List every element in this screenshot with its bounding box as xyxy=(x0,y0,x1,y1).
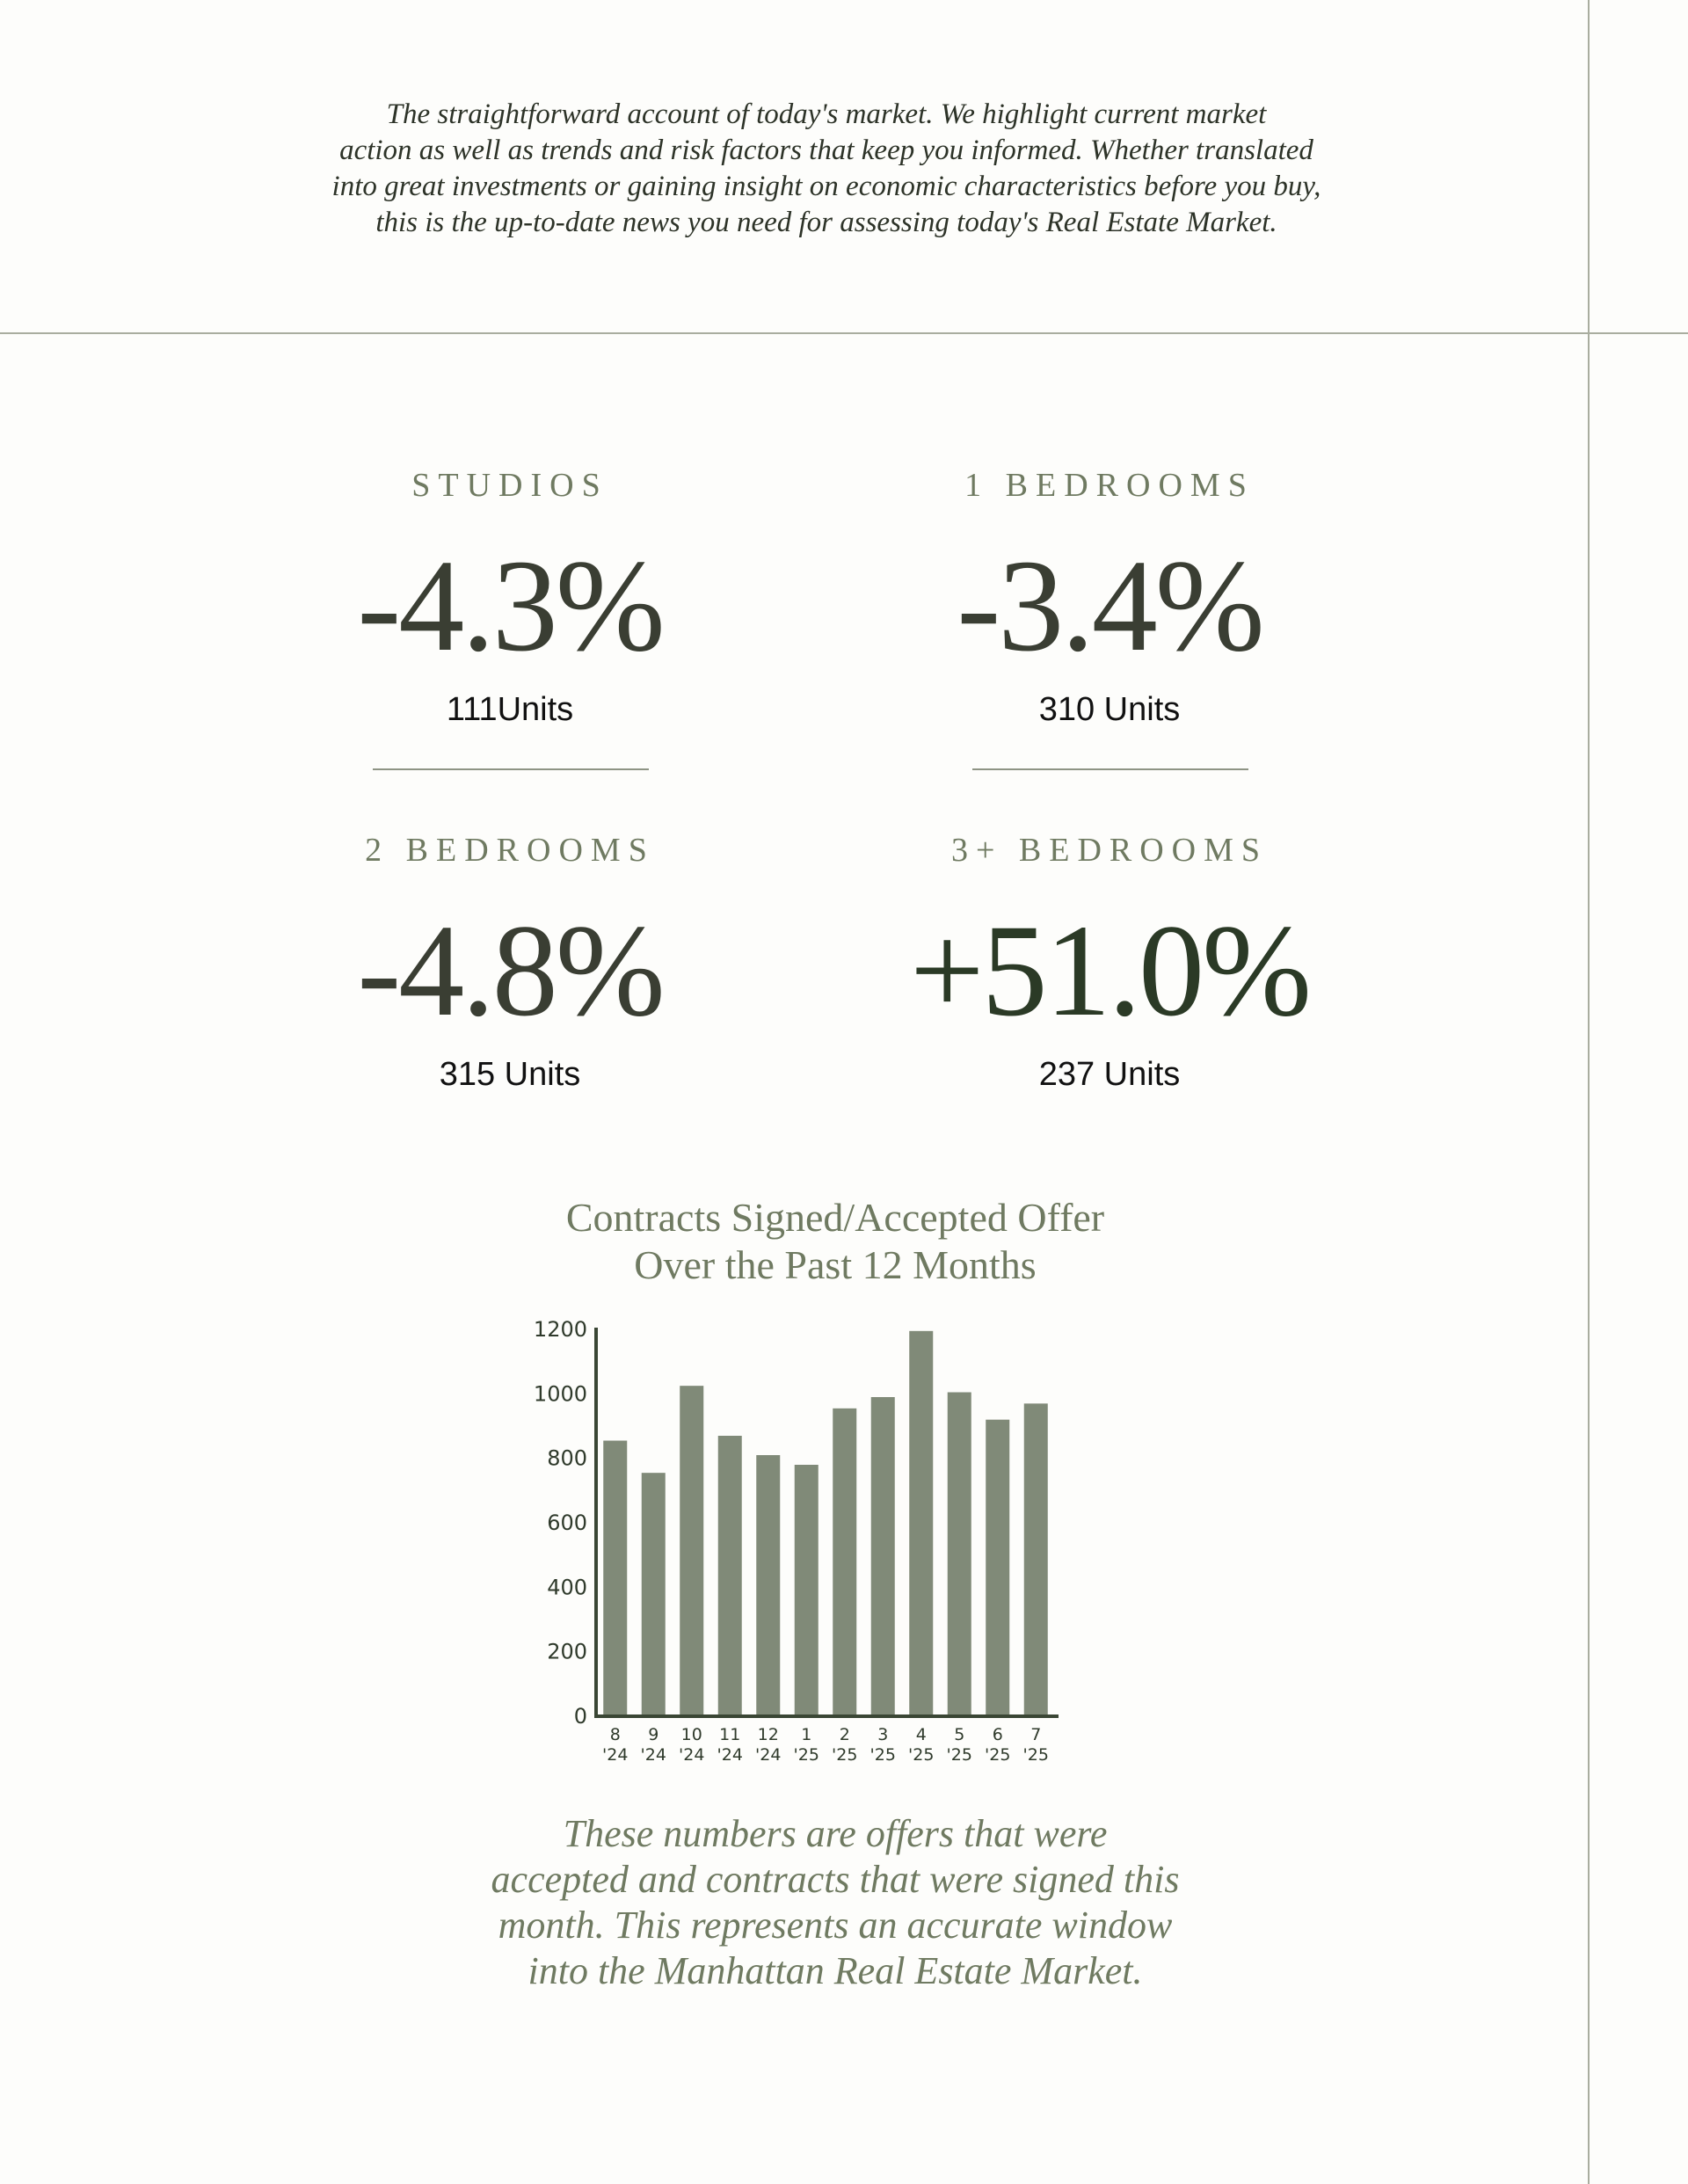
x-tick-label-month: 10 xyxy=(680,1725,702,1744)
stat-studios xyxy=(264,462,756,730)
x-tick-label-month: 2 xyxy=(839,1725,850,1744)
bar xyxy=(986,1420,1009,1716)
x-tick-label-year: '24 xyxy=(640,1745,666,1765)
y-tick-label: 600 xyxy=(547,1511,587,1535)
bar xyxy=(680,1386,703,1716)
stat-divider xyxy=(373,768,649,770)
bar xyxy=(795,1465,819,1716)
x-tick-label-year: '25 xyxy=(1022,1745,1049,1765)
stat-units: 111Units xyxy=(446,691,574,728)
chart-title-line: Contracts Signed/Accepted Offer xyxy=(565,1195,1105,1240)
stat-value: -4.3% xyxy=(357,533,663,679)
stat-divider xyxy=(972,768,1248,770)
y-tick-label: 1200 xyxy=(533,1317,587,1342)
bar xyxy=(833,1409,856,1716)
x-tick-label-month: 3 xyxy=(877,1725,889,1744)
bar xyxy=(603,1441,627,1717)
stat-value: +51.0% xyxy=(909,898,1310,1044)
stat-2-bedrooms xyxy=(264,827,756,1095)
x-tick-label-year: '24 xyxy=(755,1745,782,1765)
bar xyxy=(871,1397,895,1716)
right-border-line xyxy=(1588,0,1590,2184)
stat-3-plus-bedrooms xyxy=(863,827,1356,1095)
caption-line: into the Manhattan Real Estate Market. xyxy=(528,1949,1143,1992)
stat-units: 237 Units xyxy=(1038,1056,1181,1093)
stat-label: 3+ BEDROOMS xyxy=(950,832,1269,869)
y-tick-label: 200 xyxy=(547,1639,587,1664)
chart-caption xyxy=(440,1811,1231,1994)
x-tick-label-year: '25 xyxy=(946,1745,972,1765)
bar xyxy=(1024,1403,1048,1716)
chart-title xyxy=(492,1194,1178,1289)
x-tick-label-month: 5 xyxy=(954,1725,965,1744)
stat-label: 1 BEDROOMS xyxy=(964,467,1255,504)
intro-line: action as well as trends and risk factors that keep you informed. Whether translated xyxy=(339,135,1313,166)
x-tick-label-year: '25 xyxy=(832,1745,858,1765)
stat-units: 315 Units xyxy=(439,1056,581,1093)
y-tick-label: 800 xyxy=(547,1445,587,1471)
stat-value: -4.8% xyxy=(357,898,663,1044)
x-tick-label-month: 12 xyxy=(757,1725,779,1744)
section-divider-line xyxy=(0,332,1688,334)
bar xyxy=(909,1331,933,1716)
bar xyxy=(948,1393,971,1717)
y-tick-label: 400 xyxy=(547,1575,587,1600)
intro-line: into great investments or gaining insight on economic characteristics before you buy, xyxy=(331,171,1321,202)
x-tick-label-month: 7 xyxy=(1030,1725,1042,1744)
x-tick-label-month: 9 xyxy=(648,1725,659,1744)
x-tick-label-year: '25 xyxy=(985,1745,1011,1765)
x-tick-label-year: '24 xyxy=(602,1745,629,1765)
intro-line: The straightforward account of today's market. We highlight current market xyxy=(386,98,1267,130)
x-tick-label-month: 6 xyxy=(992,1725,1003,1744)
contracts-bar-chart xyxy=(492,1306,1108,1772)
x-tick-label-year: '25 xyxy=(793,1745,819,1765)
stat-label: 2 BEDROOMS xyxy=(365,832,655,869)
caption-line: These numbers are offers that were xyxy=(563,1812,1108,1855)
x-tick-label-year: '25 xyxy=(908,1745,935,1765)
bar xyxy=(718,1436,742,1716)
y-tick-label: 1000 xyxy=(533,1381,587,1407)
x-tick-label-year: '25 xyxy=(869,1745,896,1765)
x-tick-label-month: 4 xyxy=(915,1725,927,1744)
caption-line: month. This represents an accurate window xyxy=(498,1904,1173,1947)
stat-1-bedrooms xyxy=(863,462,1356,730)
y-tick-label: 0 xyxy=(573,1704,587,1729)
bar xyxy=(642,1473,666,1716)
x-tick-label-month: 1 xyxy=(801,1725,812,1744)
x-tick-label-month: 11 xyxy=(719,1725,741,1744)
x-tick-label-month: 8 xyxy=(609,1725,621,1744)
bar xyxy=(756,1455,780,1716)
caption-line: accepted and contracts that were signed this xyxy=(491,1858,1180,1901)
stat-units: 310 Units xyxy=(1038,691,1181,728)
stat-value: -3.4% xyxy=(957,533,1262,679)
stat-label: STUDIOS xyxy=(411,467,608,504)
x-tick-label-year: '24 xyxy=(679,1745,705,1765)
intro-line: this is the up-to-date news you need for assessing today's Real Estate Market. xyxy=(375,207,1277,238)
x-tick-label-year: '24 xyxy=(717,1745,743,1765)
intro-paragraph xyxy=(264,97,1389,241)
chart-title-line: Over the Past 12 Months xyxy=(634,1242,1037,1287)
